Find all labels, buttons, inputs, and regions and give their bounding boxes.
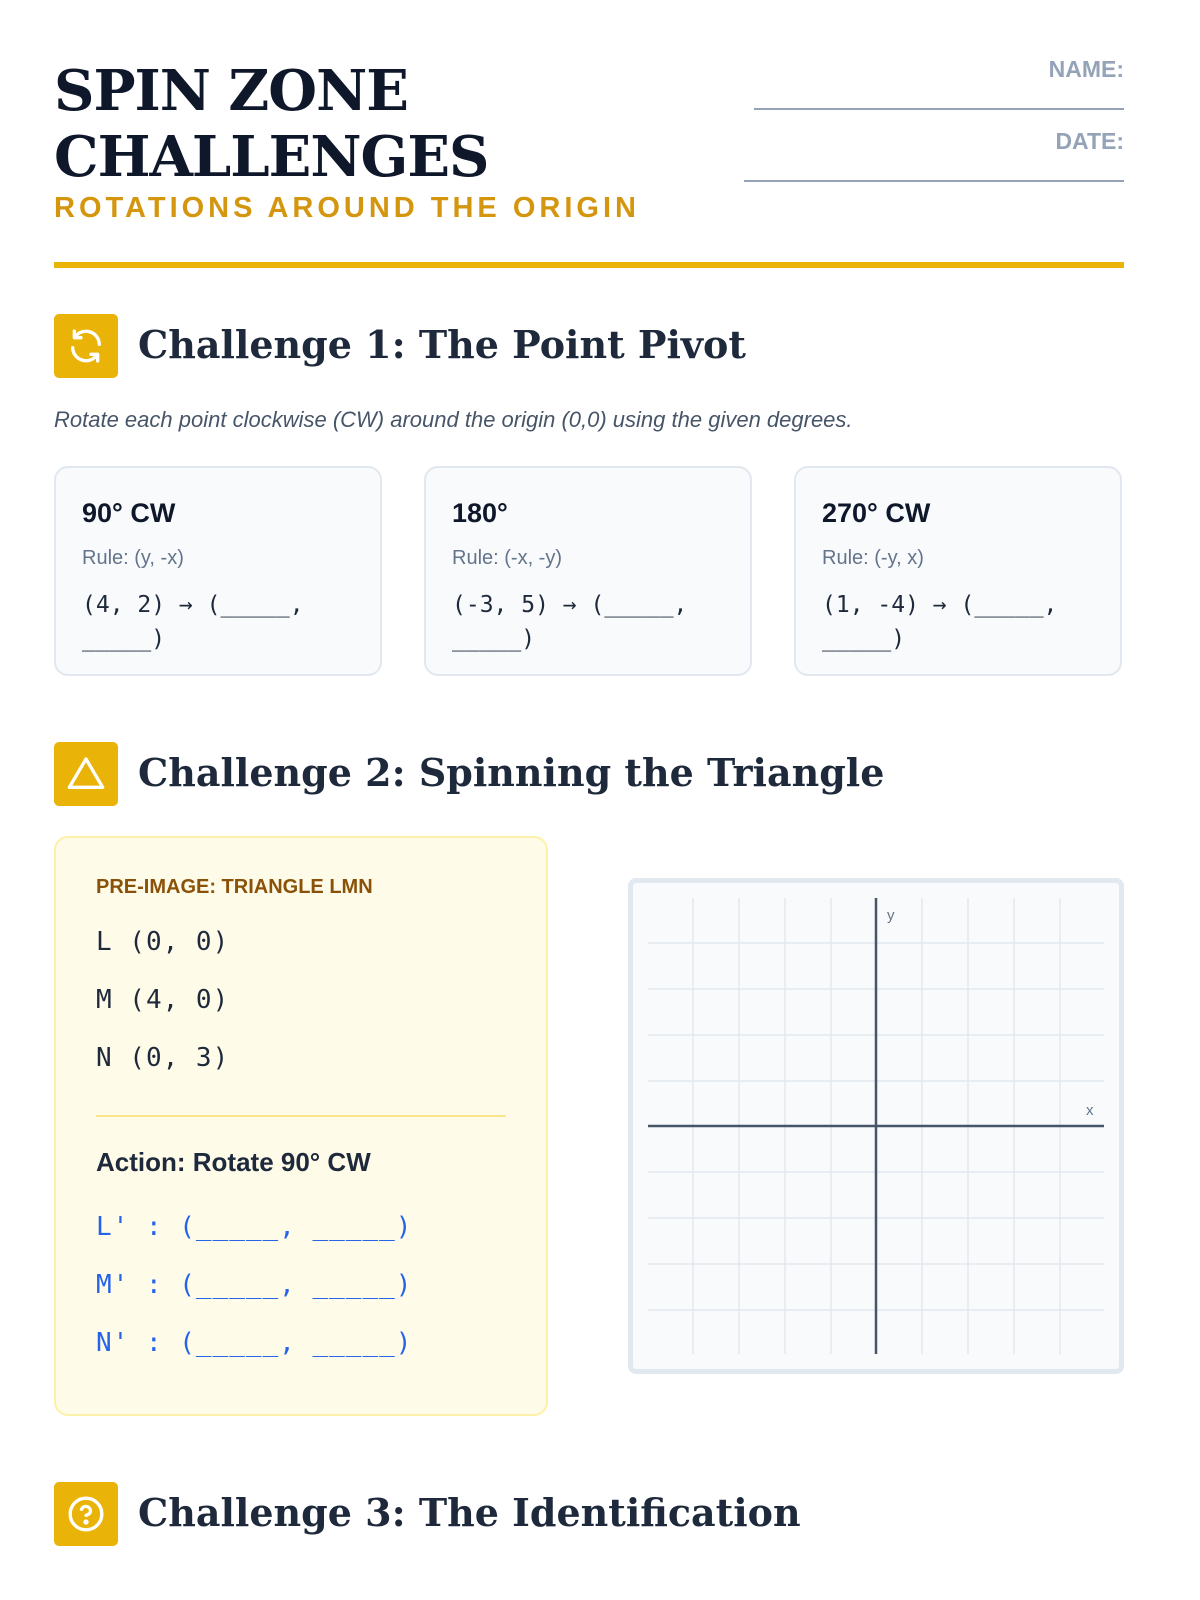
challenge-1-instructions: Rotate each point clockwise (CW) around the origin (0,0) using the given degrees. xyxy=(54,407,853,432)
triangle-panel xyxy=(54,836,548,1416)
date-label: DATE: xyxy=(1055,128,1124,154)
answer-m-prime[interactable]: M' : (_____, _____) xyxy=(96,1270,413,1300)
header-divider xyxy=(54,262,1124,268)
rule-card-180 xyxy=(424,466,752,676)
x-axis-label: x xyxy=(1086,1102,1094,1119)
y-axis-label: y xyxy=(887,907,895,924)
card-problem[interactable]: (-3, 5) → (_____, _____) xyxy=(452,592,688,652)
name-label: NAME: xyxy=(1048,56,1124,82)
rule-card-90 xyxy=(54,466,382,676)
point-n: N (0, 3) xyxy=(96,1043,230,1073)
name-field-line[interactable] xyxy=(754,108,1124,110)
answer-l-prime[interactable]: L' : (_____, _____) xyxy=(96,1212,413,1242)
challenge-1-title: Challenge 1: The Point Pivot xyxy=(138,322,746,367)
card-rule: Rule: (y, -x) xyxy=(82,547,184,569)
grid-svg xyxy=(633,883,1119,1369)
card-rule: Rule: (-y, x) xyxy=(822,547,924,569)
date-field-line[interactable] xyxy=(744,180,1124,182)
panel-divider xyxy=(96,1115,506,1117)
triangle-icon xyxy=(54,742,118,806)
answer-n-prime[interactable]: N' : (_____, _____) xyxy=(96,1328,413,1358)
card-degree: 270° CW xyxy=(822,498,931,528)
challenge-3-title: Challenge 3: The Identification xyxy=(138,1490,801,1535)
coordinate-grid[interactable] xyxy=(628,878,1124,1374)
page-subtitle: ROTATIONS AROUND THE ORIGIN xyxy=(54,192,640,224)
card-rule: Rule: (-x, -y) xyxy=(452,547,562,569)
card-problem[interactable]: (1, -4) → (_____, _____) xyxy=(822,592,1058,652)
page-title: SPIN ZONE CHALLENGES xyxy=(54,58,489,190)
question-icon xyxy=(54,1482,118,1546)
card-problem[interactable]: (4, 2) → (_____, _____) xyxy=(82,592,304,652)
card-degree: 90° CW xyxy=(82,498,176,528)
point-m: M (4, 0) xyxy=(96,985,230,1015)
pre-image-label: PRE-IMAGE: TRIANGLE LMN xyxy=(96,876,373,898)
point-l: L (0, 0) xyxy=(96,927,230,957)
rotate-icon xyxy=(54,314,118,378)
card-degree: 180° xyxy=(452,498,508,528)
rule-card-270 xyxy=(794,466,1122,676)
action-text: Action: Rotate 90° CW xyxy=(96,1147,371,1177)
challenge-2-title: Challenge 2: Spinning the Triangle xyxy=(138,750,885,795)
